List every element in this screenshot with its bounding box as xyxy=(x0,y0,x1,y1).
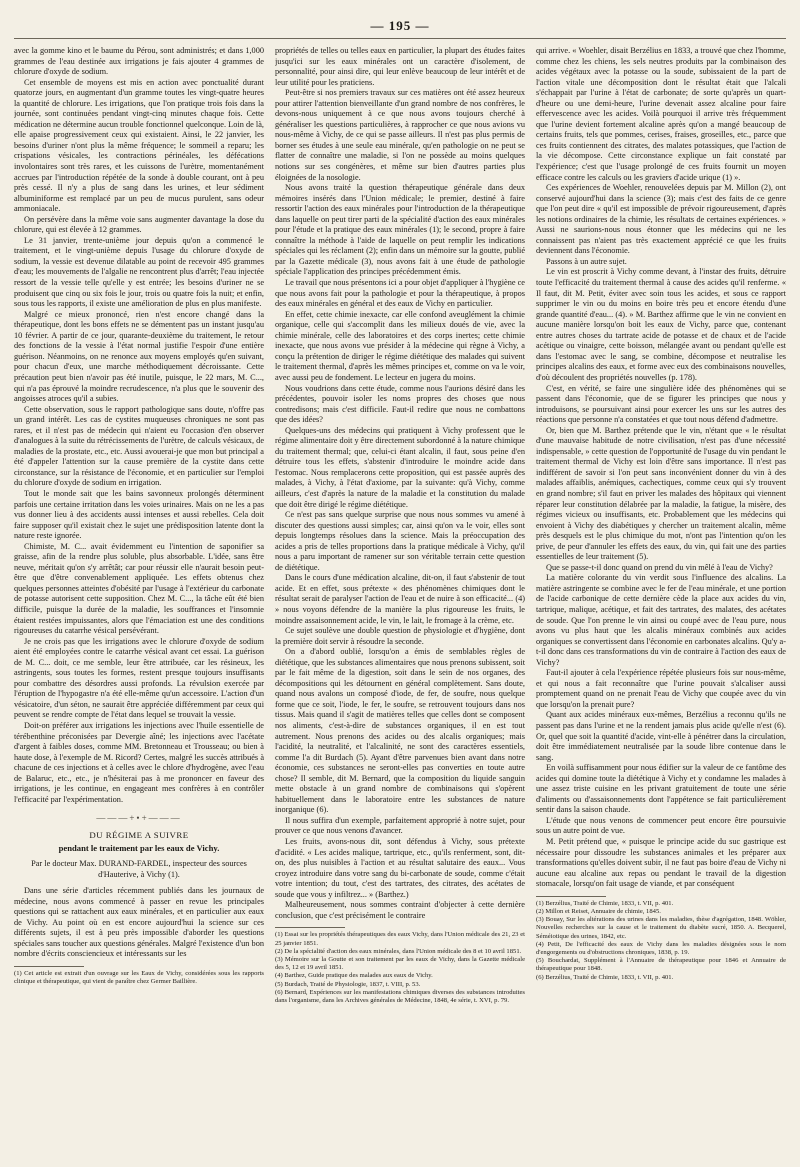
paragraph: En effet, cette chimie inexacte, car elle confond aveuglément la chimie organique, celle qui s'accomplit dans les milieux doués de vie, avec la chimie minérale, celle des laboratoires et des corps inertes; cette chimie inexacte, que nous avons vue présider à la médecine qui règne à Vichy, a conçu la prétention de diriger le régime diététique des malades qui suivent le traitement thermal, d'après les mêmes principes et, comme on va le voir, avec aussi peu de fondement. Le lecteur en jugera du moins. xyxy=(275,309,525,382)
footnote-rule xyxy=(275,927,345,928)
text-columns xyxy=(14,46,786,1154)
page-number: — 195 — xyxy=(370,18,430,33)
paragraph: Ces expériences de Woehler, renouvelées depuis par M. Millon (2), ont conservé aujourd'hui dans la science (3); mais c'est des faits de ce genre que l'on peut dire « qu'il est impossible de prévoir rigoureusement, d'après les notions ordinaires de la chimie, les résultats de certaines expériences. » Aussi ne saurions-nous nous étonner que les médecins qui ne les connaissent pas n'aient pas très exactement apprécié ce que les fruits deviennent dans l'économie. xyxy=(536,183,786,256)
paragraph: L'étude que nous venons de commencer peut encore être poursuivie sous un autre point de vue. xyxy=(536,815,786,836)
article-heading xyxy=(14,813,264,880)
paragraph: Ce sujet soulève une double question de physiologie et d'hygiène, dont la première doit servir à résoudre la seconde. xyxy=(275,626,525,646)
header-rule xyxy=(14,38,786,39)
paragraph: C'est, en vérité, se faire une singulière idée des phénomènes qui se passent dans l'économie, que de se figurer les principes que nous y introduisons, se poursuivant ainsi pour exercer les uns sur les autres des réactions que personne n'a constatées et que tout nous défend d'admettre. xyxy=(536,383,786,425)
paragraph: Quant aux acides minéraux eux-mêmes, Berzélius a reconnu qu'ils ne passent pas dans l'urine et ne la rendent jamais plus acide qu'elle n'est (6). Or, quel que soit la quantité d'acide, vint-elle à pénétrer dans la circulation, doit être immédiatement neutralisée par la soude libre contenue dans le sang. xyxy=(536,710,786,762)
paragraph: On a d'abord oublié, lorsqu'on a émis de semblables règles de diététique, que les substances alimentaires que nous prenons subissent, soit par le fait même de la digestion, soit dans le sein de nos organes, des décompositions qui les détournent en général complètement. Sans doute, quand nous avalons un composé d'iode, de fer, de soufre, nous quelque forme que ce soit, l'iode, le fer, le soufre, se retrouvent toujours dans nos tissus. Mais quand il s'agit de matières telles que celles dont se composent nos aliments, c'est-à-dire de substances organiques, il en est tout autrement. Nous prenons des acides ou des alcalis organiques; mais l'acidité, la neutralité, et l'alcalinité, ne sont des caractères essentiels, comme l'a dit Burdach (5). Ayant d'être parvenues bien avant dans notre économie, ces substances ne seront-elles pas converties en toute autre chose? Il semble, dit M. Bernard, que la composition du liquide sanguin mette obstacle à un grand nombre de combinaisons qui s'opèrent habituellement dans le laboratoire entre les substances de nature inorganique (6). xyxy=(275,647,525,815)
paragraph: avec la gomme kino et le baume du Pérou, sont administrés; et dans 1,000 grammes de l'eau destinée aux irrigations je fais ajouter 4 grammes de chlorure d'oxyde de sodium. xyxy=(14,46,264,77)
footnote-rule xyxy=(536,896,606,897)
paragraph: Nous voudrions dans cette étude, comme nous l'aurions désiré dans les précédentes, pouvoir isoler les noms propres des choses que nous contredisons; mais c'est difficile. Faut-il redire que nous ne combattons que des idées? xyxy=(275,383,525,425)
paragraph: Le travail que nous présentons ici a pour objet d'appliquer à l'hygiène ce que nous avons fait pour la pathologie et pour la thérapeutique, à propos des eaux minérales en général et des eaux de Vichy en particulier. xyxy=(275,278,525,309)
paragraph: Faut-il ajouter à cela l'expérience répétée plusieurs fois sur nous-même, et qui nous a fait reconnaître que l'urine pouvait s'alcaliser aussi promptement quand on ne prenait l'eau de Vichy que coupée avec du vin que lorsqu'on la prenait pure? xyxy=(536,668,786,709)
footnote: (6) Berzélius, Traité de Chimie, 1833, t. VII, p. 401. xyxy=(536,973,674,981)
column-1 xyxy=(14,46,264,1154)
paragraph: Cette observation, sous le rapport pathologique sans doute, n'offre pas un grand intérêt. Les cas de cystites muqueuses chroniques ne sont pas rares, et il n'est pas de médecin qui n'aient eu l'occasion d'en observer d'analogues à la suite du rétrécissements de l'urètre, de calculs vésicaux, de maladies de la prostate, etc., etc. Aussi avouerai-je que mon but principal a été d'appeler l'attention sur la cause première de la cystite dans cette circonstance, sur la résistance de l'économie, et en particulier sur l'emploi du chlorure d'oxyde de sodium en irrigation. xyxy=(14,404,264,488)
paragraph: Malgré ce mieux prononcé, rien n'est encore changé dans la thérapeutique, dont les bons effets ne se démentent pas un instant jusqu'au 10 février. A partir de ce jour, quarante-deuxième du traitement, le retour des fonctions de la vessie à l'état normal justifie l'espoir d'une entière guérison. Néanmoins, on ne renonce aux moyens employés qu'en suivant, pour chacun d'eux, une marche méthodiquement décroissante. Cette précaution peut bien n'avoir pas été inutile, puisque, le 22 mars, M. C..., qui n'a pas éprouvé la moindre recrudescence, n'a plus que le souvenir des angoisses atroces qu'il a subies. xyxy=(14,309,264,404)
footnote: (1) Berzélius, Traité de Chimie, 1833, t. VII, p. 401. xyxy=(536,899,674,907)
footnote: (1) Cet article est extrait d'un ouvrage sur les Eaux de Vichy, considérées sous les rapports clinique et thérapeutique, qui vient de paraître chez Germer Baillière. xyxy=(14,969,264,986)
paragraph: Ce n'est pas sans quelque surprise que nous nous sommes vu amené à discuter des questions aussi simples; car, ainsi qu'on va le voir, elles sont depuis longtemps résolues dans la science. Mais la préoccupation des acides a pris de telles proportions dans la pratique médicale à Vichy, qu'il nous a paru important de ramener sur son véritable terrain cette question de diététique. xyxy=(275,510,525,572)
paragraph: Je ne crois pas que les irrigations avec le chlorure d'oxyde de sodium aient été employées contre le catarrhe vésical avant cet essai. La guérison de M. C... doit, ce me semble, leur être attribuée, car les résineux, les astringents, sous toutes les formes, restent presque toujours insuffisants pour combattre des désordres aussi profonds. La révulsion exercée par l'éruption de l'hypogastre n'a été elle-même qu'un accessoire. L'action d'un vésicatoire, d'un séton, ne saurait être appréciée différemment par ceux qui peuvent se rendre compte de l'état dans lequel se trouvait la vessie. xyxy=(14,636,264,720)
paragraph: Chimiste, M. C... avait évidemment eu l'intention de saponifier sa graisse, afin de la rendre plus soluble, plus absorbable. L'idée, sans être neuve, méritait qu'on s'y arrêtât; car pour réussir elle n'aurait besoin peut-être que d'être convenablement appliquée. Les effets obtenus chez quelques personnes atteintes d'obésité par l'usage à l'extérieur du carbonate de potasse autorisent cette supposition. Chez M. C..., la tâche eût été bien difficile, puisque la durée de la maladie, les souffrances et l'insomnie étaient restées impuissantes, alors que l'émaciation est une des conditions rigoureuses du catarrhe vésical persévérant. xyxy=(14,541,264,636)
footnote: (3) Mémoire sur la Goutte et son traitement par les eaux de Vichy, dans la Gazette médicale des 5, 12 et 19 avril 1851. xyxy=(275,956,525,972)
paragraph: Le vin est proscrit à Vichy comme devant, à l'instar des fruits, détruire toute l'efficacité du traitement thermal à cause des acides qu'il renferme. « Il faut, dit M. Petit, éviter avec soin tous les acides, et sous ce rapport supprimer le vin ou du moins en boire très peu et encore étendu d'une grande quantité d'eau... (4). » M. Barthez affirme que le vin ne convient en aucune manière lorsqu'on boit les eaux de Vichy, parce que, contenant entre autres choses du tartrate acide de potasse et de chaux et de l'acide acétique ou vinaigre, cette boisson, mélangée avant ou pendant qu'elle est dans l'estomac avec le sang, se combine, décompose et neutralise les principes alcalins des eaux, et forme avec eux des combinaisons nouvelles, d'où découlent des propriétés nouvelles (p. 178). xyxy=(536,267,786,382)
paragraph: On persévère dans la même voie sans augmenter davantage la dose du chlorure, qui est élevée à 12 grammes. xyxy=(14,214,264,235)
footnote: (5) Bouchardat, Supplément à l'Annuaire de thérapeutique pour 1846 et Annuaire de thérapeutique pour 1848. xyxy=(536,957,786,973)
ornament-divider: ———+•+——— xyxy=(96,813,182,824)
paragraph: Quelques-uns des médecins qui pratiquent à Vichy professent que le régime alimentaire doit y être directement subordonné à la nature chimique du traitement thermal; que, celui-ci étant alcalin, il faut, sous peine d'en détruire tous les effets, s'abstenir d'introduire le moindre acide dans l'estomac. Nous remplacerons cette proposition, qui est passée auprès des malades, à Vichy, à l'état d'axiome, par la suivante: qu'à Vichy, comme ailleurs, c'est d'après la nature de la maladie et la constitution du malade que doit être dirigé le régime diététique. xyxy=(275,425,525,509)
paragraph: Malheureusement, nous sommes contraint d'objecter à cette dernière conclusion, que c'est précisément le contraire xyxy=(275,900,525,920)
footnote: (3) Bouay, Sur les altérations des urines dans les maladies, thèse d'agrégation, 1848. Wöhler, Nouvelles recherches sur la cause et le traitement du diabète sucré, 1850. A. Becquerel, Séméiotique des urines, 1842, etc. xyxy=(536,916,786,940)
paragraph: Passons à un autre sujet. xyxy=(546,256,627,266)
footnotes xyxy=(536,900,786,982)
paragraph: propriétés de telles ou telles eaux en particulier, la plupart des études faites jusqu'ici sur les eaux minérales ont un caractère d'isolement, de personnalité, pour ainsi dire, qui leur enlève beaucoup de leur intérêt et de leur utilité pour les praticiens. xyxy=(275,46,525,87)
paragraph: En voilà suffisamment pour nous édifier sur la valeur de ce fantôme des acides qui domine toute la diététique à Vichy et y condamne les malades à une assez triste cuisine en les privant gratuitement de toute une série d'aliments ou d'assaisonnements dont l'appétence se fait particulièrement sentir dans la saison chaude. xyxy=(536,763,786,815)
paragraph: Nous avons traité la question thérapeutique générale dans deux mémoires insérés dans l'Union médicale; le premier, destiné à faire ressortir l'action des eaux minérales pour l'introduction de la thérapeutique dans laquelle on peut tirer parti de la spécialité d'action des eaux minérales pour l'étude et la pratique des eaux minérales (1); le second, propre à faire connaître la méthode à l'aide de laquelle on peut remplir les indications spéciales qui les réclament (2); enfin dans un mémoire sur la goutte, publié par la Gazette médicale (3), nous avons fait à une étude de pathologie spéciale l'application des principes précédemment émis. xyxy=(275,183,525,277)
paragraph: qui arrive. « Woehler, disait Berzélius en 1833, a trouvé que chez l'homme, comme chez les chiens, les sels neutres produits par la combinaison des acides végétaux avec la potasse ou la soude, subissaient de la part de l'action vitale une décomposition dont le résultat était que l'alcali s'échappait par l'urine à l'état de carbonate; de sorte qu'après un quart-d'heure ou une demi-heure, l'urine devenait assez alcaline pour faire effervescence avec les acides. Voilà pourquoi il arrive très fréquemment que l'urine devient fortement alcaline après qu'on a mangé beaucoup de certains fruits, tels que pommes, cerises, fraises, groseilles, etc., parce que ces fruits contiennent des citrates, des malates potassiques, que l'action de la vie décompose. Cette circonstance explique un fait constaté par l'expérience; c'est que l'usage prolongé de ces fruits fournit un moyen efficace contre les calculs ou les graviers d'acide urique (1) ». xyxy=(536,46,786,182)
paragraph: Cet ensemble de moyens est mis en action avec ponctualité durant quatorze jours, en augmentant d'un gramme toutes les vingt-quatre heures la quantité de chlorure. Les irrigations, que l'on pratique trois fois dans la journée, sont continuées pendant vingt-cinq minutes chaque fois. Cette médication ne détermine aucun trouble fonctionnel quelconque. Loin de là, elle apaise progressivement ceux qui existaient. Ainsi, le 22 janvier, les besoins d'uriner n'ont plus la même fréquence; le sommeil a reparu; les crispations vésicales, les contractions périnéales, les défécations involontaires sont très rares, et les cuissons de l'urètre, momentanément accrues par l'introduction répétée de la sonde à double courant, ont à peu près cessé. Il n'y a plus de sang dans les urines, et leur sédiment albuminiforme est remplacé par un peu de mucus purulent, sans odeur ammoniacale. xyxy=(14,77,264,214)
paragraph: Les fruits, avons-nous dit, sont défendus à Vichy, sous prétexte d'acidité. « Les acides malique, tartrique, etc., qu'ils renferment, sont, dit-on, des plus nuisibles à l'action et au résultat salutaire des eaux... Vous croyez introduire dans votre sang du bi-carbonate de soude, comme c'était votre intention; du tout, c'est des tartrates, des citrates, des acétates de soude que vous y infiltrez... » (Barthez.) xyxy=(275,837,525,899)
column-2 xyxy=(275,46,525,1154)
footnote: (5) Burdach, Traité de Physiologie, 1837, t. VIII, p. 53. xyxy=(275,980,421,988)
article-author: Par le docteur Max. DURAND-FARDEL, inspecteur des sources d'Hauterive, à Vichy (1). xyxy=(31,859,247,879)
footnote: (1) Essai sur les propriétés thérapeutiques des eaux Vichy, dans l'Union médicale des 21, 23 et 25 janvier 1851. xyxy=(275,931,525,947)
footnote: (6) Bernard, Expériences sur les manifestations chimiques diverses des substances introduites dans l'organisme, dans les Archives générales de Médecine, 1848, 4e série, t. XVI, p. 79. xyxy=(275,988,525,1005)
article-title: DU RÉGIME A SUIVRE xyxy=(89,829,189,840)
paragraph: Tout le monde sait que les bains savonneux prolongés déterminent parfois une certaine irritation dans les voies urinaires. Mais on ne les a pas vus donner lieu à des accidents aussi intenses et aussi rebelles. Cela doit faire supposer qu'il existait chez le sujet une prédisposition latente dont la nature reste ignorée. xyxy=(14,488,264,541)
paragraph: Dans le cours d'une médication alcaline, dit-on, il faut s'abstenir de tout acide. Et en effet, sous prétexte « des phénomènes chimiques dont le résultat serait de paralyser l'action de l'eau et de nuire à son efficacité... (4) » nous voyons défendre de la manière la plus rigoureuse les fruits, le moindre assaisonnement acide, le vin, le lait, le fromage à la crème, etc. xyxy=(275,573,525,625)
footnote: (4) Petit, De l'efficacité des eaux de Vichy dans les maladies désignées sous le nom d'engorgements ou d'obstructions chroniques, 1838, p. 19. xyxy=(536,940,786,956)
footnote: (2) Millon et Reiset, Annuaire de chimie, 1845. xyxy=(536,907,661,915)
paragraph: Or, bien que M. Barthez prétende que le vin, n'étant que « le résultat d'une mauvaise habitude de notre civilisation, n'est pas d'une nécessité indispensable, » cette question de l'opportunité de l'usage du vin pendant le traitement thermal de Vichy est loin d'être sans importance. Il n'est pas indifférent de savoir si l'on peut sans inconvénient donner du vin à des malades affaiblis, anémiques, cachectiques, comme ceux qui s'y trouvent en grand nombre; s'il faut en priver les malades des hôpitaux qui viennent réparer leur constitution délabrée par la maladie, la fatigue, la misère, des régimes vicieux ou insuffisants, etc. Probablement que les médecins qui envoient à Vichy des diabétiques y chercher un traitement alcalin, même près desquels est le plus chimique du mot, n'ont pas l'intention qu'on les prive, de peur d'annuler les effets des eaux, du vin, qui fait une des parties essentielles de leur traitement (5). xyxy=(536,425,786,562)
footnotes xyxy=(275,931,525,1005)
paragraph: Doit-on préférer aux irrigations les injections avec l'huile essentielle de térébenthine préconisées par Devergie aîné; les injections avec l'acétate d'argent à faibles doses, comme MM. Bretonneau et Trousseau; ou bien à haute dose, à l'exemple de M. Ricord? Certes, malgré les succès attribués à chacune de ces injections et à celles avec le chlore d'hydrogène, avec l'eau de Balaruc, etc., etc., je n'hésiterai pas à me prononcer en faveur des irrigations, je les continue, en engageant mes confrères à en contrôler l'efficacité par l'expérimentation. xyxy=(14,721,264,804)
paragraph: M. Petit prétend que, « puisque le principe acide du suc gastrique est nécessaire pour dissoudre les substances animales et les préparer aux transformations qu'elles doivent subir, il ne faut pas boire d'eau de Vichy ni aucune eau alcaline aux repas ou pendant le travail de la digestion stomacale, lorsqu'on fait usage de viande, et par conséquent xyxy=(536,837,786,889)
article-subtitle: pendant le traitement par les eaux de Vichy. xyxy=(58,843,220,854)
footnote-rule xyxy=(14,966,84,967)
paragraph: Peut-être si nos premiers travaux sur ces matières ont été assez heureux pour attirer l'attention bienveillante d'un grand nombre de nos confrères, le devons-nous uniquement à ce que nous avons toujours cherché à généraliser les questions particulières, à rapprocher ce que nous avions vu nous-même à Vichy, de ce qui se passe ailleurs. Il n'est pas plus permis de borner ses études à une seule eau minérale, qu'en pathologie on ne peut se flatter de connaître une maladie, si l'on ne possède au moins quelques notions sur ses congénères, et même sur bien d'autres parties plus éloignées de la nosologie. xyxy=(275,88,525,182)
footnotes xyxy=(14,970,264,986)
footnote: (2) De la spécialité d'action des eaux minérales, dans l'Union médicale des 8 et 10 avril 1851. xyxy=(275,947,522,955)
paragraph: Dans une série d'articles récemment publiés dans les journaux de médecine, nous avons commencé à passer en revue les principales questions qui se rattachent aux eaux minérales, et en particulier aux eaux de Vichy. Au point où en est encore aujourd'hui la science sur ces différents sujets, il est à peu près impossible d'aborder les questions spéciales sans toucher aux questions générales. Malgré l'existence d'un bon nombre d'écrits consciencieux et intéressants sur les xyxy=(14,886,264,959)
paragraph: Le 31 janvier, trente-unième jour depuis qu'on a commencé le traitement, et le vingt-unième depuis l'usage du chlorure d'oxyde de sodium, la vessie est devenue dilatable au point de recevoir 495 grammes d'eau; les mouvements de l'algalie ne rencontrent plus d'arrêt; l'eau injectée ressort de la vessie telle qu'elle y est entrée; les besoins d'uriner ne se produisent que cinq ou six fois le jour, trois ou quatre fois la nuit; et enfin, sous tous les rapports, il existe une amélioration de plus en plus manifeste. xyxy=(14,235,264,309)
paragraph: Que se passe-t-il donc quand on prend du vin mêlé à l'eau de Vichy? xyxy=(546,562,773,572)
paragraph: La matière colorante du vin verdit sous l'influence des alcalins. La matière astringente se combine avec le fer de l'eau minérale, et une portion de l'acide carbonique de cette dernière cède la place aux acides du vin, tartrique, malique, acétique, et fait des tartrates, des malates, des acétates de soude. Que l'on prenne le vin ainsi ou coupé avec de l'eau pure, nous avons vu plus haut que les alcalis minéraux combinés aux acides organiques se convertissent dans l'économie en carbonates alcalins. Qu'y a-t-il donc dans ces transformations du vin de contraire à l'action des eaux de Vichy? xyxy=(536,573,786,667)
footnote: (4) Barthez, Guide pratique des malades aux eaux de Vichy. xyxy=(275,972,433,980)
paragraph: Il nous suffira d'un exemple, parfaitement approprié à notre sujet, pour prouver ce que nous venons d'avancer. xyxy=(275,815,525,836)
column-3 xyxy=(536,46,786,1154)
